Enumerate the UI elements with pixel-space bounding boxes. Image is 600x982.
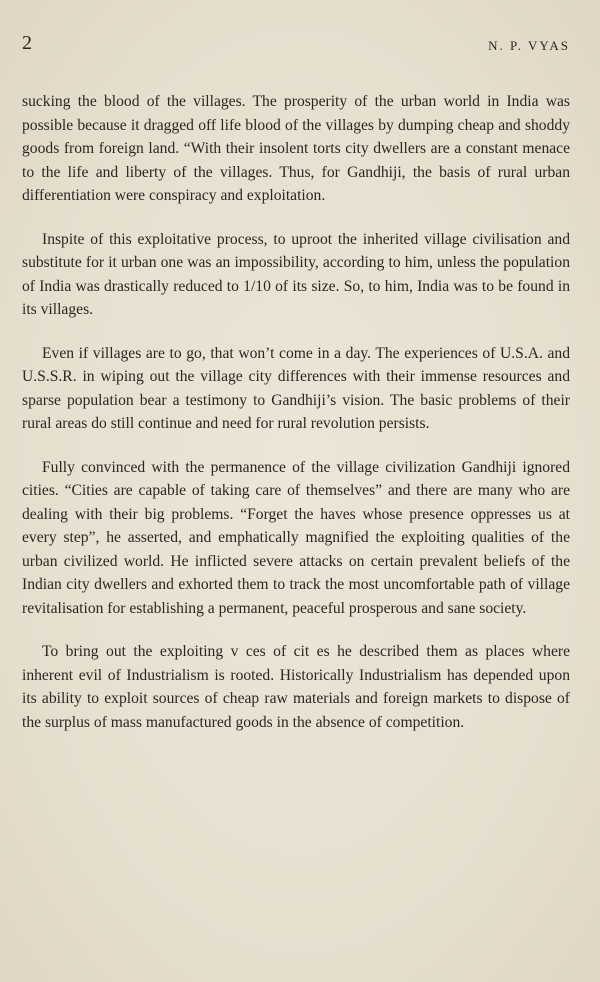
page-header bbox=[22, 32, 570, 58]
paragraph-4: Fully convinced with the permanence of the village civilization Gandhiji ignored cities. “Cities are capable of taking care of themselves” and there are many who are dealing with their big problems. “Forget the haves whose presence oppresses us at every step”, he asserted, and emphatically magnified the exploiting qualities of the urban civilized world. He inflicted severe attacks on certain prevalent beliefs of the Indian city dwellers and exhorted them to track the most uncomfortable path of village revitalisation for establishing a permanent, peaceful prosperous and sane society. bbox=[22, 458, 570, 617]
running-head: N. P. VYAS bbox=[488, 38, 570, 53]
page-number: 2 bbox=[22, 32, 32, 54]
paragraph-3: Even if villages are to go, that won’t come in a day. The experiences of U.S.A. and U.S.S.R. in wiping out the village city differences with their immense resources and sparse population bear a testimony to Gandhiji’s vision. The basic problems of their rural areas do still continue and need for rural revolution persists. bbox=[22, 344, 570, 432]
paragraph-5: To bring out the exploiting v ces of cit es he described them as places where inherent evil of Industrialism is rooted. Historically Industrialism has depended upon its ability to exploit sources of cheap raw materials and foreign markets to dispose of the surplus of mass manufactured goods in the absence of competition. bbox=[22, 643, 570, 731]
body-text bbox=[22, 90, 570, 734]
paragraph-2: Inspite of this exploitative process, to uproot the inherited village civilisation and substitute for it urban one was an impossibility, according to him, unless the population of India was drastically reduced to 1/10 of its size. So, to him, India was to be found in its villages. bbox=[22, 230, 570, 318]
paragraph-1: sucking the blood of the villages. The prosperity of the urban world in India was possible because it dragged off life blood of the villages by dumping cheap and shoddy goods from foreign land. “With their insolent torts city dwellers are a constant menace to the life and liberty of the villages. Thus, for Gandhiji, the basis of rural urban differentiation were conspiracy and exploitation. bbox=[22, 93, 570, 204]
